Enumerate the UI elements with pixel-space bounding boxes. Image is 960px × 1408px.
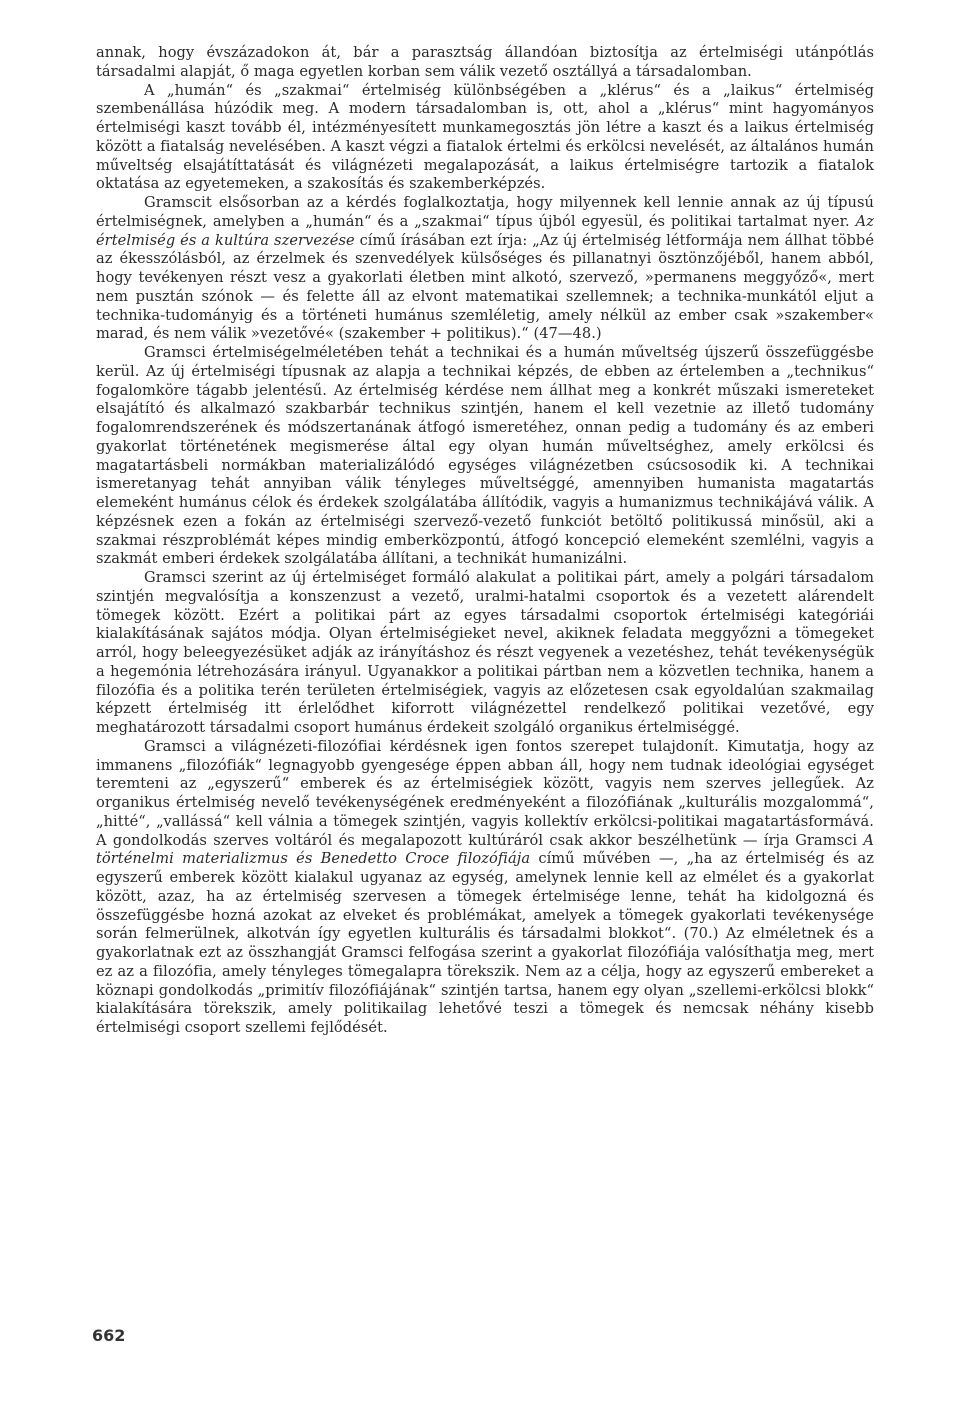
paragraph-text: Gramsci szerint az új értelmiséget formáló alakulat a politikai párt, amely a polgári társadalom szintjén megvalósítja a konszenzust a vezető, uralmi-hatalmi csoportok és a vezetett alárendelt tömegek között. Ezért a politikai párt az egyes társadalmi csoportok értelmiségi kategóriái kialakításának sajátos módja. Olyan értelmiségieket nevel, akiknek feladata meggyőzni a tömegeket arról, hogy beleegyezésüket adják az irányításhoz és részt vegyenek a vezetéshez, tehát tevékenységük a hegemónia létrehozására irányul. Ugyanakkor a politikai pártban nem a közvetlen technika, hanem a filozófia és a politika terén területen értelmiségiek, vagyis az előzetesen csak egyoldalúan szakmailag képzett értelmiség itt érlelődhet kiforrott világnézettel rendelkező politikai vezetővé, egy meghatározott társadalmi csoport humánus érdekeit szolgáló organikus értelmiséggé. [96,569,874,736]
body-text [96,44,874,1038]
paragraph [96,569,874,738]
paragraph-text: Gramsci értelmiségelméletében tehát a technikai és a humán műveltség újszerű összefüggésbe kerül. Az új értelmiségi típusnak az alapja a technikai képzés, de ebben az értelemben a „technikus“ fogalomköre tágabb jelentésű. Az értelmiség kérdése nem állhat meg a konkrét műszaki ismereteket elsajátító és alkalmazó szakbarbár technikus szintjén, hanem el kell vezetnie az illető tudomány fogalomrendszerének és módszertanának átfogó ismeretéhez, onnan pedig a tudomány és az emberi gyakorlat történetének megismerése által egy olyan humán műveltséghez, amely erkölcsi és magatartásbeli normákban materializálódó egységes világnézetben csúcsosodik ki. A technikai ismeretanyag tehát annyiban válik tényleges műveltséggé, amennyiben humanista magatartás elemeként humánus célok és érdekek szolgálatába állítódik, vagyis a humanizmus technikájává válik. A képzésnek ezen a fokán az értelmiségi szervező-vezető funkciót betöltő politikussá minősül, aki a szakmai részproblémát képes mindig emberközpontú, átfogó koncepció elemeként szemlélni, vagyis a szakmát emberi érdekek szolgálatába állítani, a technikát humanizálni. [96,344,874,568]
paragraph [96,738,874,1038]
paragraph-text: című művében —, „ha az értelmiség és az egyszerű emberek között kialakul ugyanaz az egység, amelynek lennie kell az elmélet és a gyakorlat között, azaz, ha az értelmiség szervesen a tömegek értelmisége lenne, tehát ha kidolgozná és összefüggésbe hozná azokat az elveket és problémákat, amelyek a tömegek gyakorlati tevékenysége során felmerülnek, alkotván így egyetlen kulturális és társadalmi blokkot“. (70.) Az elméletnek és a gyakorlatnak ezt az összhangját Gramsci felfogása szerint a gyakorlat filozófiája valósíthatja meg, mert ez az a filozófia, amely tényleges tömegalapra törekszik. Nem az a célja, hogy az egyszerű embereket a köznapi gondolkodás „primitív filozófiájának“ szintjén tartsa, hanem egy olyan „szellemi-erkölcsi blokk“ kialakítására törekszik, amely politikailag lehetővé teszi a tömegek és nemcsak néhány kisebb értelmiségi csoport szellemi fejlődését. [96,850,874,1036]
paragraph-text: Gramscit elsősorban az a kérdés foglalkoztatja, hogy milyennek kell lennie annak az új típusú értelmiségnek, amelyben a „humán“ és a „szakmai“ típus újból egyesül, és politikai tartalmat nyer. [96,194,874,230]
paragraph [96,344,874,569]
paragraph-text: annak, hogy évszázadokon át, bár a parasztság állandóan biztosítja az értelmiségi utánpótlás társadalmi alapját, ő maga egyetlen korban sem válik vezető osztállyá a társadalomban. [96,44,874,80]
paragraph-text: A „humán“ és „szakmai“ értelmiség különbségében a „klérus“ és a „laikus“ értelmiség szembenállása húzódik meg. A modern társadalomban is, ott, ahol a „klérus“ mint hagyományos értelmiségi kaszt tovább él, intézményesített munkamegosztás jön létre a kaszt és a laikus értelmiség között a fiatalság nevelésében. A kaszt végzi a fiatalok értelmi és erkölcsi nevelését, az általános humán műveltség elsajátíttatását és világnézeti megalapozását, a laikus értelmiségre tartozik a fiatalok oktatása az egyetemeken, a szakosítás és szakemberképzés. [96,81,874,193]
paragraph [96,82,874,195]
paragraph [96,44,874,82]
paragraph-text: Gramsci a világnézeti-filozófiai kérdésnek igen fontos szerepet tulajdonít. Kimutatja, hogy az immanens „filozófiák“ legnagyobb gyengesége éppen abban áll, hogy nem tudnak ideológiai egységet teremteni az „egyszerű“ emberek és az értelmiségiek között, vagyis nem szerves jellegűek. Az organikus értelmiség nevelő tevékenységének eredményeként a filozófiának „kulturális mozgalommá“, „hitté“, „vallássá“ kell válnia a tömegek szintjén, vagyis kollektív erkölcsi-politikai magatartásformává. A gondolkodás szerves voltáról és megalapozott kultúráról csak akkor beszélhetünk — írja Gramsci [96,737,874,849]
book-title-text: A történelmi materializmus és Benedetto Croce filozófiája [96,831,874,868]
paragraph-text: című írásában ezt írja: „Az új értelmiség létformája nem állhat többé az ékesszólásból, az érzelmek és szenvedélyek külsőséges és pillanatnyi ösztönzőjéből, hanem abból, hogy tevékenyen részt vesz a gyakorlati életben mint alkotó, szervező, »permanens meggyőző«, mert nem pusztán szónok — és felette áll az elvont matematikai szellemnek; a technika-munkától eljut a technika-tudományig és a történeti humánus szemléletig, amely nélkül az ember csak »szakember« marad, és nem válik »vezetővé« (szakember + politikus).“ (47—48.) [96,231,874,343]
paragraph [96,194,874,344]
page-number: 662 [92,1326,126,1345]
book-page [96,44,874,1038]
book-title-text: Az értelmiség és a kultúra szervezése [96,212,874,249]
